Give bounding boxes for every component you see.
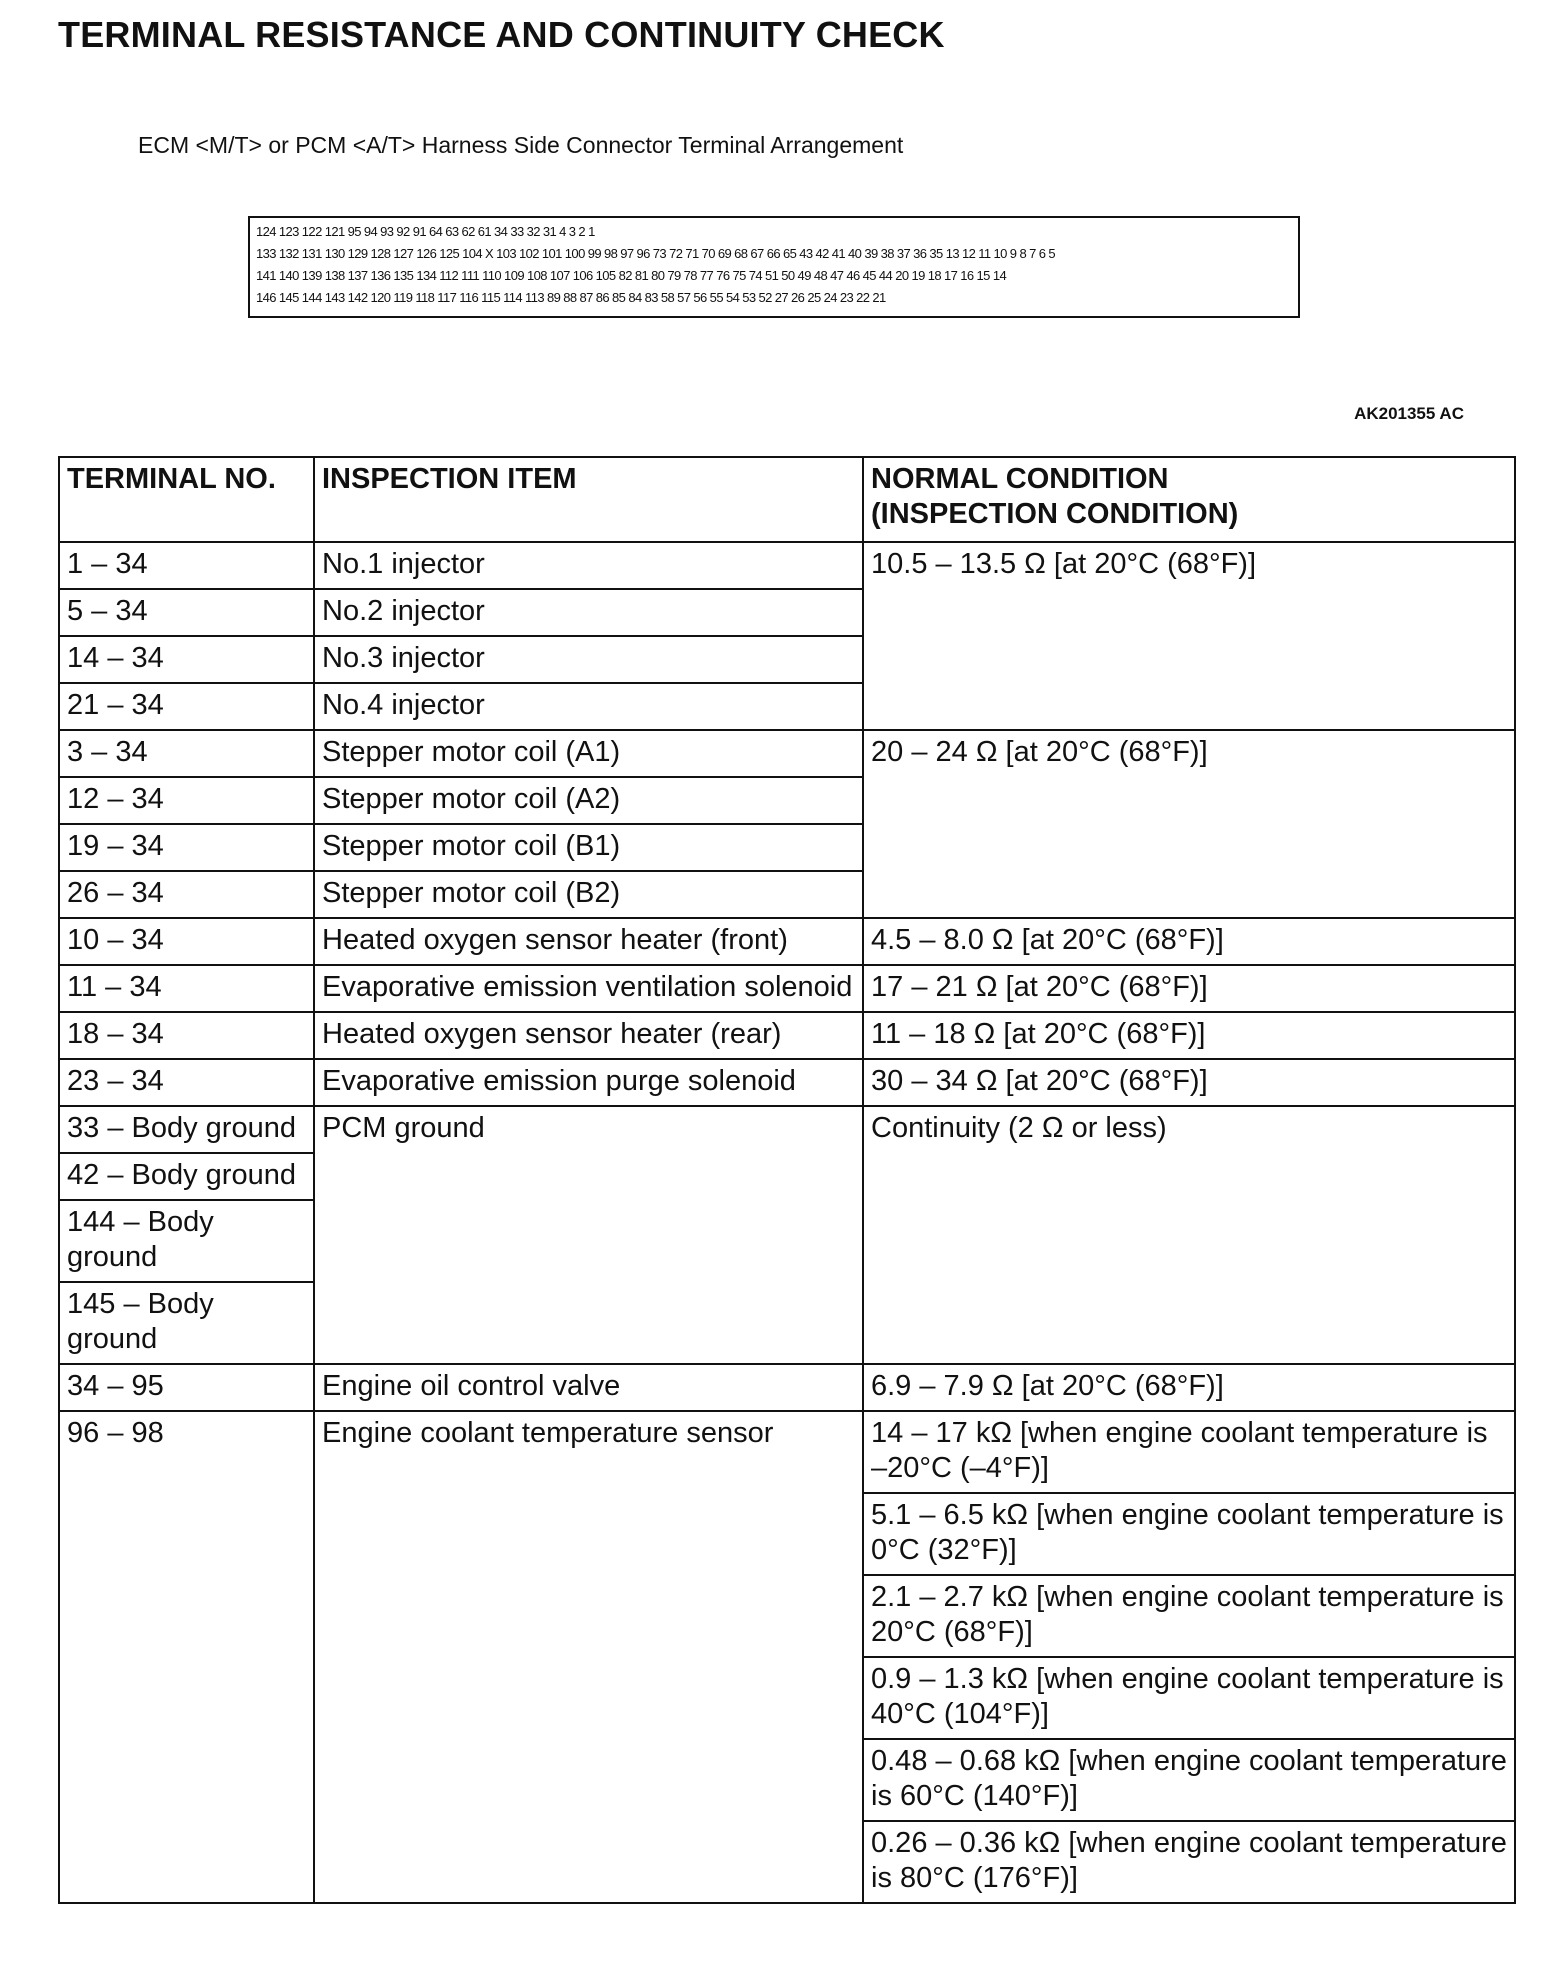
terminal-cell: 145 – Body ground — [59, 1282, 314, 1364]
condition-cell: Continuity (2 Ω or less) — [863, 1106, 1515, 1364]
terminal-cell: 21 – 34 — [59, 683, 314, 730]
table-row — [59, 1059, 1515, 1106]
terminal-cell: 5 – 34 — [59, 589, 314, 636]
inspection-table — [58, 456, 1516, 1904]
table-row — [59, 1411, 1515, 1493]
condition-cell: 17 – 21 Ω [at 20°C (68°F)] — [863, 965, 1515, 1012]
condition-cell: 4.5 – 8.0 Ω [at 20°C (68°F)] — [863, 918, 1515, 965]
condition-cell: 14 – 17 kΩ [when engine coolant temperature is –20°C (–4°F)] — [863, 1411, 1515, 1493]
item-cell: Stepper motor coil (B1) — [314, 824, 863, 871]
condition-cell: 30 – 34 Ω [at 20°C (68°F)] — [863, 1059, 1515, 1106]
item-cell: No.1 injector — [314, 542, 863, 589]
terminal-cell: 144 – Body ground — [59, 1200, 314, 1282]
terminal-cell: 23 – 34 — [59, 1059, 314, 1106]
item-cell: Evaporative emission ventilation solenoid — [314, 965, 863, 1012]
terminal-cell: 96 – 98 — [59, 1411, 314, 1903]
table-row — [59, 542, 1515, 589]
table-row — [59, 1012, 1515, 1059]
terminal-cell: 34 – 95 — [59, 1364, 314, 1411]
table-row — [59, 730, 1515, 777]
header-inspection-item: INSPECTION ITEM — [314, 457, 863, 542]
connector-row: 146 145 144 143 142 120 119 118 117 116 115 114 113 89 88 87 86 85 84 83 58 57 56 55 54 53 52 27 26 25 24 23 22 21 — [256, 290, 886, 305]
connector-row: 124 123 122 121 95 94 93 92 91 64 63 62 61 34 33 32 31 4 3 2 1 — [256, 224, 595, 239]
table-row — [59, 1364, 1515, 1411]
item-cell: Heated oxygen sensor heater (front) — [314, 918, 863, 965]
terminal-cell: 11 – 34 — [59, 965, 314, 1012]
header-normal-condition — [863, 457, 1515, 542]
header-normal-condition-line1: NORMAL CONDITION — [871, 463, 1169, 495]
connector-diagram — [248, 216, 1300, 318]
condition-cell: 2.1 – 2.7 kΩ [when engine coolant temperature is 20°C (68°F)] — [863, 1575, 1515, 1657]
table-row — [59, 965, 1515, 1012]
item-cell: Heated oxygen sensor heater (rear) — [314, 1012, 863, 1059]
condition-cell: 20 – 24 Ω [at 20°C (68°F)] — [863, 730, 1515, 918]
condition-cell: 0.48 – 0.68 kΩ [when engine coolant temperature is 60°C (140°F)] — [863, 1739, 1515, 1821]
diagram-caption: ECM <M/T> or PCM <A/T> Harness Side Connector Terminal Arrangement — [138, 132, 904, 158]
item-cell: No.3 injector — [314, 636, 863, 683]
terminal-cell: 3 – 34 — [59, 730, 314, 777]
condition-cell: 0.9 – 1.3 kΩ [when engine coolant temperature is 40°C (104°F)] — [863, 1657, 1515, 1739]
item-cell: No.4 injector — [314, 683, 863, 730]
terminal-cell: 18 – 34 — [59, 1012, 314, 1059]
table-row — [59, 918, 1515, 965]
condition-cell: 5.1 – 6.5 kΩ [when engine coolant temperature is 0°C (32°F)] — [863, 1493, 1515, 1575]
item-cell: Engine oil control valve — [314, 1364, 863, 1411]
item-cell: Stepper motor coil (A1) — [314, 730, 863, 777]
terminal-cell: 10 – 34 — [59, 918, 314, 965]
condition-cell: 0.26 – 0.36 kΩ [when engine coolant temperature is 80°C (176°F)] — [863, 1821, 1515, 1903]
item-cell: Stepper motor coil (B2) — [314, 871, 863, 918]
condition-cell: 10.5 – 13.5 Ω [at 20°C (68°F)] — [863, 542, 1515, 730]
terminal-cell: 33 – Body ground — [59, 1106, 314, 1153]
terminal-cell: 26 – 34 — [59, 871, 314, 918]
figure-reference: AK201355 AC — [1354, 404, 1464, 423]
condition-cell: 6.9 – 7.9 Ω [at 20°C (68°F)] — [863, 1364, 1515, 1411]
item-cell: Engine coolant temperature sensor — [314, 1411, 863, 1903]
table-header-row — [59, 457, 1515, 542]
header-terminal-no: TERMINAL NO. — [59, 457, 314, 542]
connector-row: 141 140 139 138 137 136 135 134 112 111 110 109 108 107 106 105 82 81 80 79 78 77 76 75 74 51 50 49 48 47 46 45 44 20 19 18 17 16 15 14 — [256, 268, 1007, 283]
table-row — [59, 1106, 1515, 1153]
terminal-cell: 19 – 34 — [59, 824, 314, 871]
header-normal-condition-line2: (INSPECTION CONDITION) — [871, 498, 1239, 530]
page-title: TERMINAL RESISTANCE AND CONTINUITY CHECK — [58, 14, 945, 55]
terminal-cell: 12 – 34 — [59, 777, 314, 824]
terminal-cell: 1 – 34 — [59, 542, 314, 589]
connector-row: 133 132 131 130 129 128 127 126 125 104 X 103 102 101 100 99 98 97 96 73 72 71 70 69 68 67 66 65 43 42 41 40 39 38 37 36 35 13 12 11 10 9 8 7 6 5 — [256, 246, 1056, 261]
condition-cell: 11 – 18 Ω [at 20°C (68°F)] — [863, 1012, 1515, 1059]
item-cell: PCM ground — [314, 1106, 863, 1364]
item-cell: No.2 injector — [314, 589, 863, 636]
terminal-cell: 42 – Body ground — [59, 1153, 314, 1200]
item-cell: Evaporative emission purge solenoid — [314, 1059, 863, 1106]
item-cell: Stepper motor coil (A2) — [314, 777, 863, 824]
terminal-cell: 14 – 34 — [59, 636, 314, 683]
